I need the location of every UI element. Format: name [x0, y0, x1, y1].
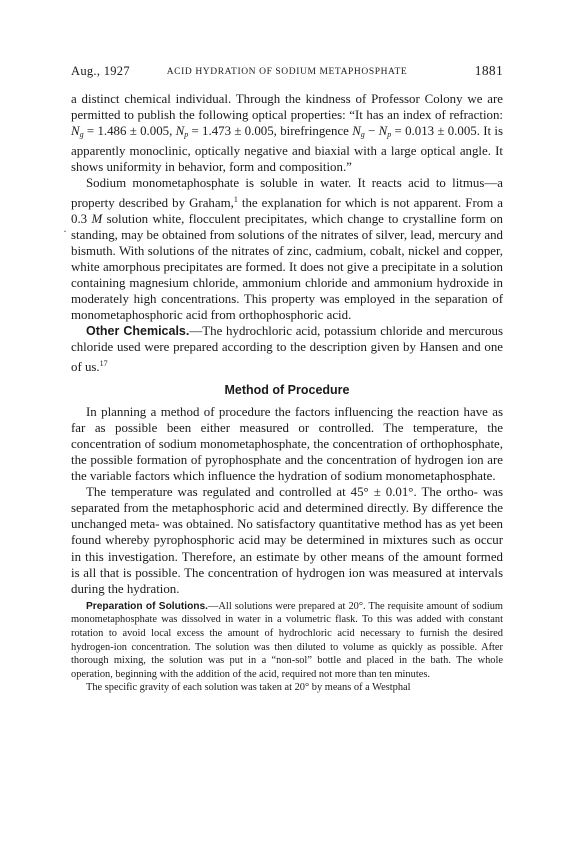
section-lead: Preparation of Solutions.	[86, 600, 209, 612]
text-span: —All solutions were prepared at 20°. The requisite amount of sodium monometaphosphate was dissolved in water in a volumetric flask. To this was added with constant rotation to avoid local excess the amount of hydrochloric acid necessary to furnish the desired hydrogen-ion concentration. The solution was then diluted to volume as quickly as possible. After thorough mixing, the solution was put in a “non-sol” bottle and placed in the bath. The whole operation, beginning with the addition of the acid, required not more than ten minutes.	[71, 600, 503, 680]
article-body	[71, 91, 503, 695]
paragraph-planning: In planning a method of procedure the factors influencing the reaction have as far as possible been either measured or controlled. The temperature, the concentration of sodium monometaphosphate, the concentration of orthophosphate, the possible formation of pyrophosphate and the concentration of hydrogen ion are the variable factors which influence the hydration of sodium monometaphosphate.	[71, 404, 503, 484]
text-span: −	[364, 124, 379, 139]
subscript-p: p	[387, 130, 392, 140]
paragraph-other-chemicals	[71, 323, 503, 374]
section-lead: Other Chemicals.	[86, 324, 190, 339]
page-number: 1881	[474, 63, 503, 78]
paragraph-temperature: The temperature was regulated and controlled at 45° ± 0.01°. The ortho- was separated from the metaphosphoric acid and determined directly. By difference the unchanged meta- was obtained. No satisfactory quantitative method has as yet been found whereby pyrophosphoric acid may be determined in mixtures such as occur in this investigation. Therefore, an estimate by other means of the amount formed is all that is possible. The concentration of hydrogen ion was measured at intervals during the hydration.	[71, 485, 503, 596]
subscript-g: g	[360, 130, 365, 140]
text-span: a distinct chemical individual. Through the kindness of Professor Colony we are permitted to publish the following optical properties: “It has an index of refraction:	[71, 92, 503, 123]
symbol-n: N	[352, 124, 361, 139]
header-date: Aug., 1927	[71, 64, 130, 78]
text-span: the explanation for which is not apparent. From a 0.3	[71, 195, 504, 226]
section-heading: Method of Procedure	[224, 382, 350, 397]
text-span: solution white, flocculent precipitates, which change to crystalline form on standing, may be obtained from solutions of the nitrates of silver, lead, mercury and bismuth. With solutions of the nitrates of zinc, cadmium, cobalt, nickel and copper, white amorphous precipitates are formed. It does not give a precipitate in a solution containing magnesium chloride, ammonium chloride and ammonium hydroxide in moderately high concentrations. This property was employed in the separation of monometaphosphoric acid from orthophosphoric acid.	[71, 211, 503, 323]
text-span: = 0.013 ± 0.005. It is apparently monoclinic, optically negative and biaxial with a large optical angle. It shows uniformity in behavior, form and composition.”	[71, 124, 503, 175]
molar-symbol: M	[91, 211, 103, 226]
text-span: —The hydrochloric acid, potassium chloride and mercurous chloride used were prepared according to the description given by Hansen and one of us.	[71, 324, 503, 374]
paragraph-specific-gravity: The specific gravity of each solution was taken at 20° by means of a Westphal	[86, 682, 411, 694]
paragraph-optical-properties	[71, 91, 503, 175]
reference-mark: 17	[99, 358, 108, 368]
subscript-p: p	[184, 130, 189, 140]
margin-mark: ·	[63, 224, 67, 238]
text-span: = 1.473 ± 0.005, birefringence	[188, 124, 353, 139]
symbol-n: N	[71, 124, 80, 139]
paragraph-solubility	[71, 175, 503, 323]
small-print-section	[71, 600, 503, 695]
reference-mark: 1	[233, 194, 238, 204]
running-title: ACID HYDRATION OF SODIUM METAPHOSPHATE	[166, 67, 408, 77]
text-span: Sodium monometaphosphate is soluble in water. It reacts acid to litmus—a property described by Graham,	[71, 176, 503, 210]
subscript-g: g	[79, 130, 84, 140]
paragraph-preparation	[71, 600, 503, 682]
symbol-n: N	[175, 124, 185, 139]
text-span: = 1.486 ± 0.005,	[83, 124, 176, 139]
symbol-n: N	[378, 124, 388, 139]
